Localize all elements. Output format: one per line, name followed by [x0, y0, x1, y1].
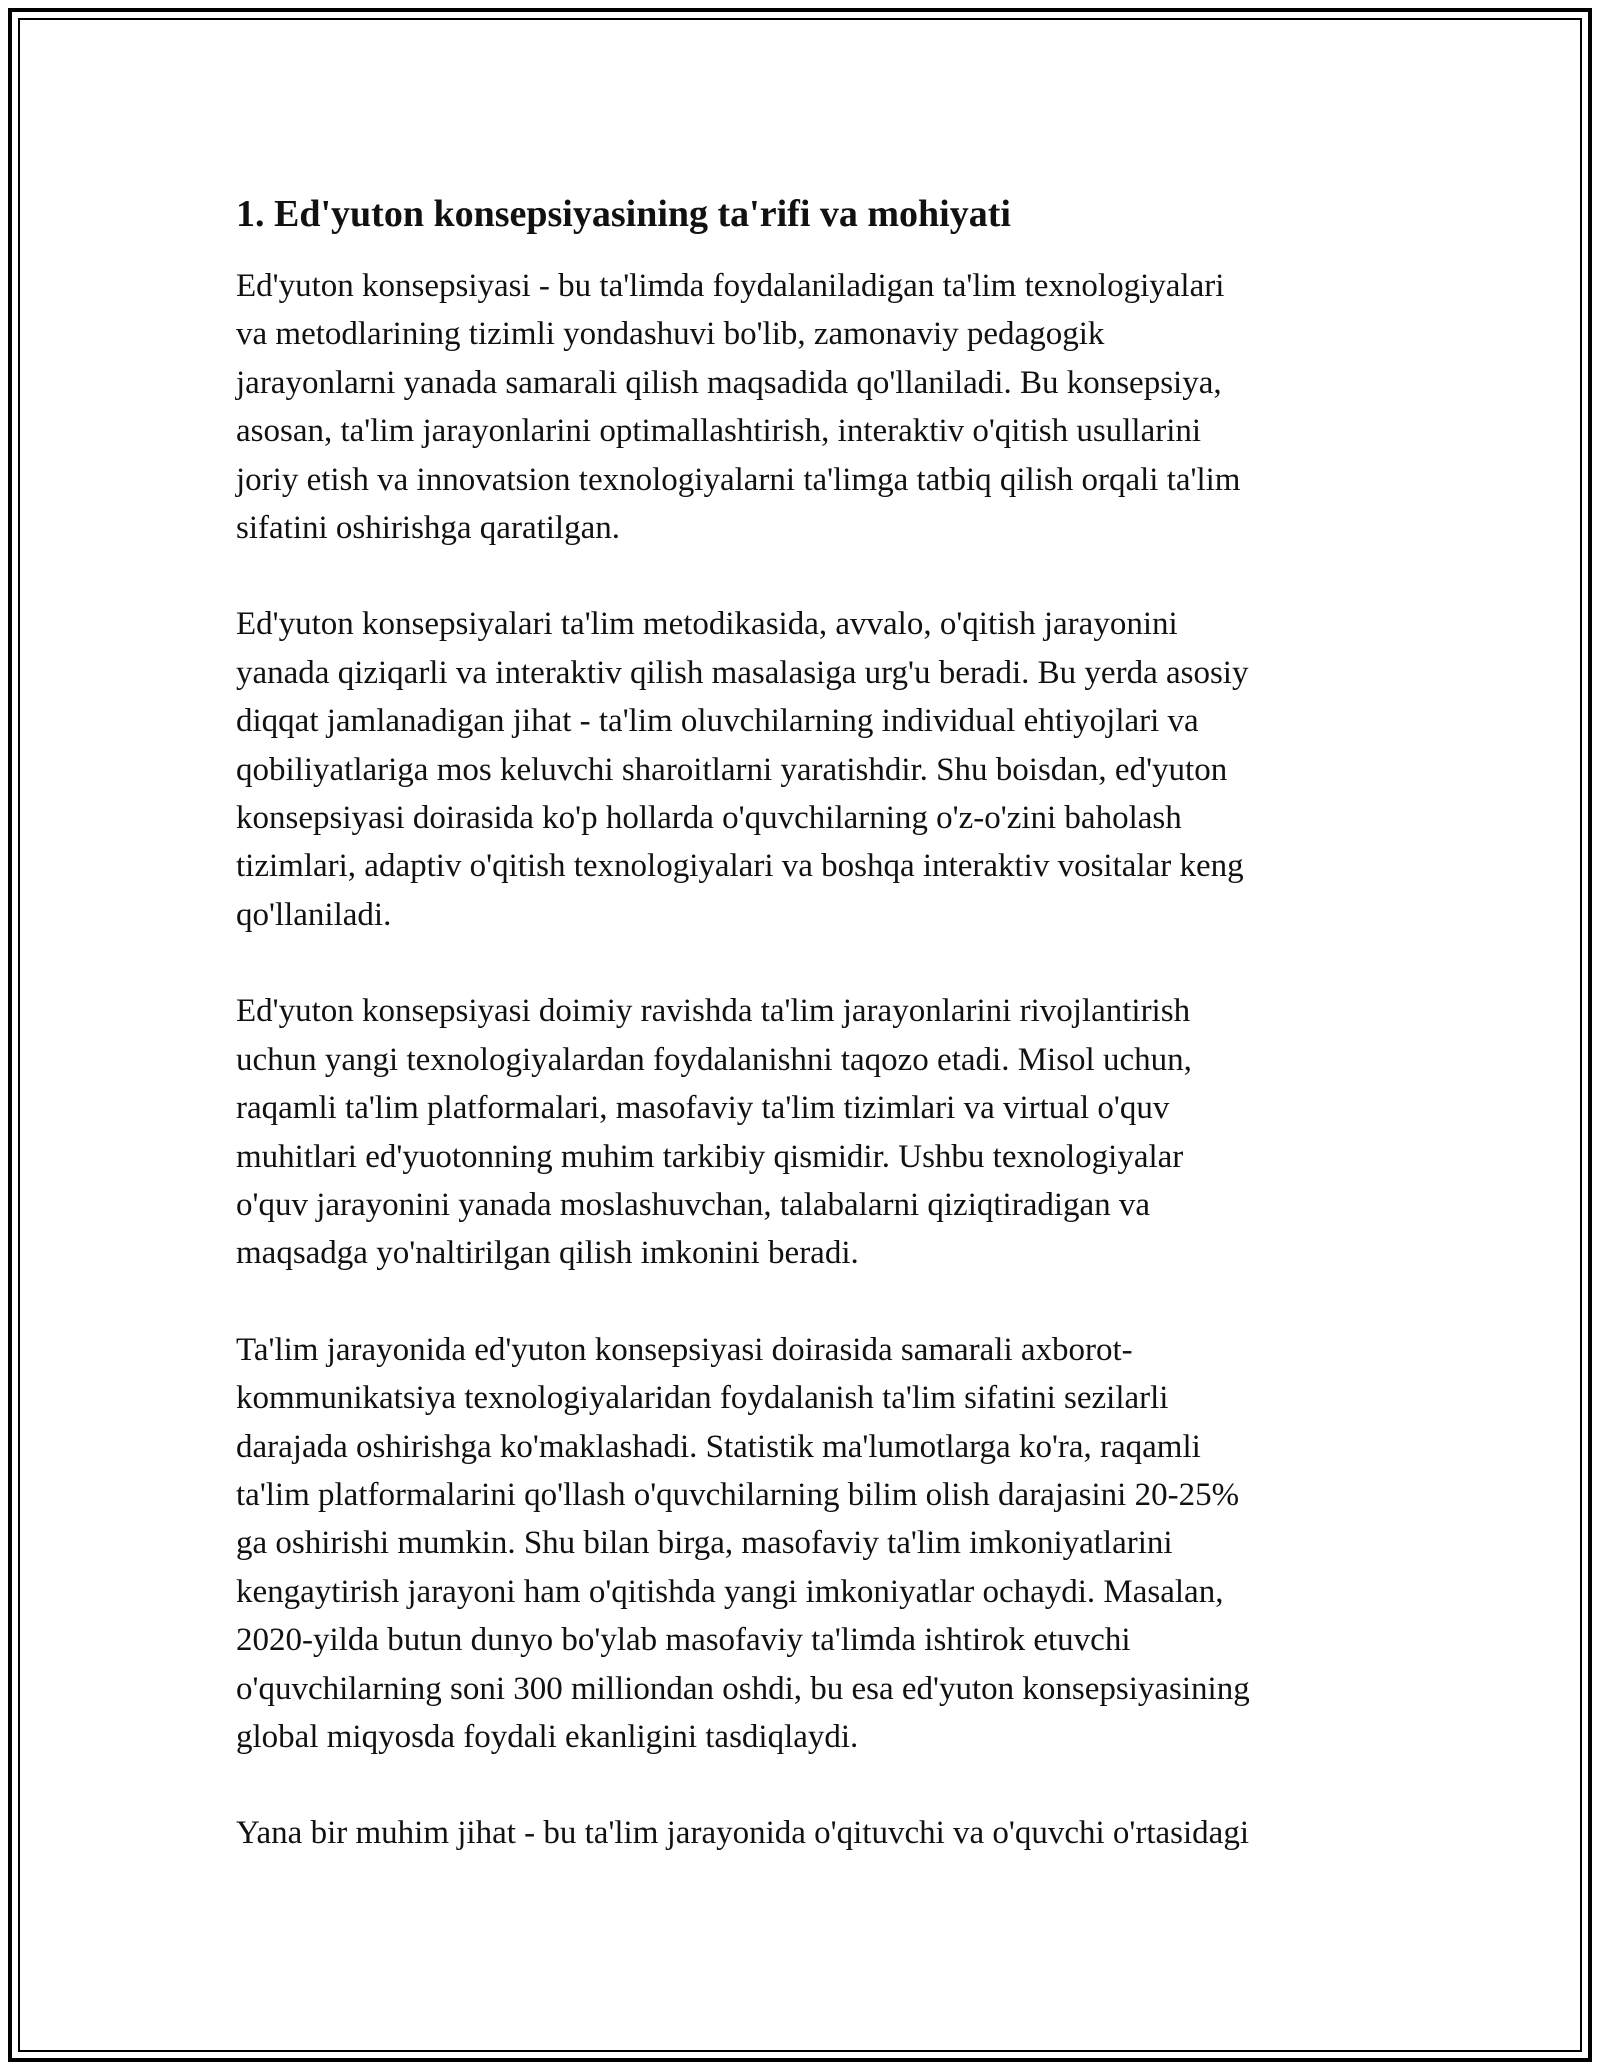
text-line: global miqyosda foydali ekanligini tasdiqlaydi.: [236, 1718, 859, 1755]
text-line: Yana bir muhim jihat - bu ta'lim jarayonida o'qituvchi va o'quvchi o'rtasidagi: [236, 1815, 1249, 1852]
text-line: qobiliyatlariga mos keluvchi sharoitlarni yaratishdir. Shu boisdan, ed'yuton: [236, 751, 1228, 788]
text-line: Ta'lim jarayonida ed'yuton konsepsiyasi doirasida samarali axborot-: [236, 1331, 1133, 1368]
text-line: jarayonlarni yanada samarali qilish maqsadida qo'llaniladi. Bu konsepsiya,: [236, 364, 1222, 401]
text-line: va metodlarining tizimli yondashuvi bo'lib, zamonaviy pedagogik: [236, 316, 1105, 353]
paragraph: [236, 1326, 1376, 1762]
text-line: kengaytirish jarayoni ham o'qitishda yangi imkoniyatlar ochaydi. Masalan,: [236, 1573, 1224, 1610]
text-line: muhitlari ed'yuotonning muhim tarkibiy qismidir. Ushbu texnologiyalar: [236, 1138, 1184, 1175]
text-line: konsepsiyasi doirasida ko'p hollarda o'quvchilarning o'z-o'zini baholash: [236, 800, 1182, 837]
text-line: darajada oshirishga ko'maklashadi. Statistik ma'lumotlarga ko'ra, raqamli: [236, 1428, 1201, 1465]
text-line: asosan, ta'lim jarayonlarini optimallashtirish, interaktiv o'qitish usullarini: [236, 413, 1202, 450]
text-line: Ed'yuton konsepsiyalari ta'lim metodikasida, avvalo, o'qitish jarayonini: [236, 606, 1178, 643]
text-line: o'quvchilarning soni 300 milliondan oshdi, bu esa ed'yuton konsepsiyasining: [236, 1670, 1250, 1707]
text-line: qo'llaniladi.: [236, 896, 392, 933]
paragraph: [236, 262, 1376, 552]
text-line: sifatini oshirishga qaratilgan.: [236, 510, 620, 547]
text-line: o'quv jarayonini yanada moslashuvchan, talabalarni qiziqtiradigan va: [236, 1186, 1151, 1223]
paragraph: [236, 987, 1376, 1277]
text-line: uchun yangi texnologiyalardan foydalanishni taqozo etadi. Misol uchun,: [236, 1041, 1192, 1078]
paragraph: [236, 1809, 1376, 1857]
document-body: [236, 186, 1376, 1906]
text-line: joriy etish va innovatsion texnologiyalarni ta'limga tatbiq qilish orqali ta'lim: [236, 461, 1241, 498]
paragraph: [236, 600, 1376, 939]
text-line: tizimlari, adaptiv o'qitish texnologiyalari va boshqa interaktiv vositalar keng: [236, 848, 1244, 885]
text-line: Ed'yuton konsepsiyasi - bu ta'limda foydalaniladigan ta'lim texnologiyalari: [236, 268, 1225, 304]
text-line: ga oshirishi mumkin. Shu bilan birga, masofaviy ta'lim imkoniyatlarini: [236, 1525, 1173, 1562]
text-line: maqsadga yo'naltirilgan qilish imkonini beradi.: [236, 1235, 859, 1272]
text-line: 2020-yilda butun dunyo bo'ylab masofaviy ta'limda ishtirok etuvchi: [236, 1622, 1131, 1659]
text-line: raqamli ta'lim platformalari, masofaviy ta'lim tizimlari va virtual o'quv: [236, 1090, 1170, 1127]
section-heading: 1. Ed'yuton konsepsiyasining ta'rifi va mohiyati: [236, 193, 1011, 235]
text-line: ta'lim platformalarini qo'llash o'quvchilarning bilim olish darajasini 20-25%: [236, 1476, 1240, 1513]
text-line: diqqat jamlanadigan jihat - ta'lim oluvchilarning individual ehtiyojlari va: [236, 703, 1199, 740]
text-line: Ed'yuton konsepsiyasi doimiy ravishda ta'lim jarayonlarini rivojlantirish: [236, 993, 1191, 1030]
text-line: kommunikatsiya texnologiyalaridan foydalanish ta'lim sifatini sezilarli: [236, 1380, 1169, 1417]
text-line: yanada qiziqarli va interaktiv qilish masalasiga urg'u beradi. Bu yerda asosiy: [236, 654, 1249, 691]
